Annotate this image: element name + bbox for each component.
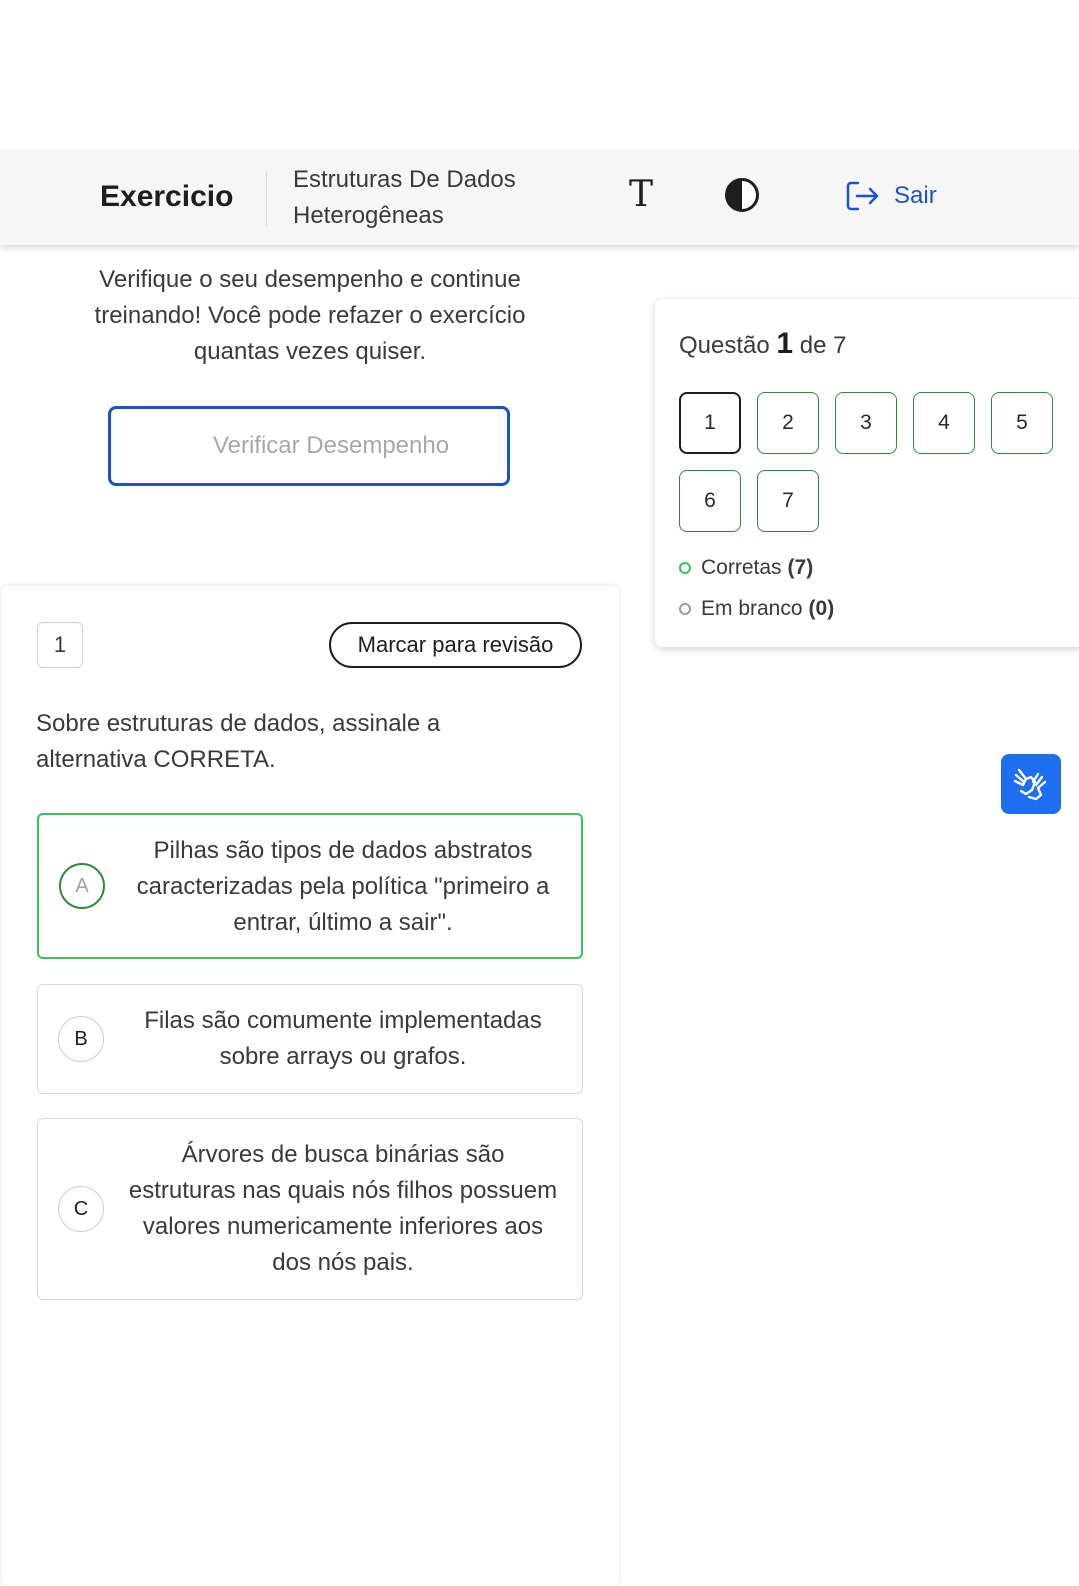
course-title-line1: Estruturas De Dados	[293, 166, 516, 193]
contrast-icon	[724, 177, 760, 213]
navigator-current: 1	[776, 327, 794, 360]
option-b[interactable]	[37, 984, 583, 1094]
navigator-total: 7	[833, 332, 847, 359]
logout-icon	[846, 180, 880, 212]
question-nav-button-6[interactable]: 6	[679, 470, 741, 532]
sign-language-icon	[1011, 764, 1051, 804]
question-text: Sobre estruturas de dados, assinale a alternativa CORRETA.	[36, 710, 441, 773]
verify-performance-button[interactable]	[108, 406, 510, 486]
verify-performance-label: Verificar Desempenho	[212, 432, 450, 459]
question-card	[2, 586, 619, 1586]
navigator-prefix: Questão	[679, 332, 770, 359]
navigator-title	[679, 327, 847, 361]
option-a-text: Pilhas são tipos de dados abstratos caracterizadas pela política "primeiro a entrar, último a sair".	[136, 837, 550, 936]
brand-title: Exercicio	[100, 180, 234, 213]
intro-text: Verifique o seu desempenho e continue treinando! Você pode refazer o exercício quantas vezes quiser.	[94, 266, 526, 365]
question-nav-button-3[interactable]: 3	[835, 392, 897, 454]
exit-label: Sair	[894, 182, 937, 209]
option-b-text: Filas são comumente implementadas sobre arrays ou grafos.	[144, 1007, 542, 1070]
option-a[interactable]	[37, 813, 583, 959]
question-navigator	[655, 299, 1079, 647]
option-c-text: Árvores de busca binárias são estruturas nas quais nós filhos possuem valores numericamente inferiores aos dos nós pais.	[128, 1141, 558, 1276]
legend-blank-label: Em branco	[701, 597, 803, 620]
option-c[interactable]	[37, 1118, 583, 1300]
mark-for-review-button[interactable]: Marcar para revisão	[329, 622, 582, 668]
legend-blank-dot	[679, 603, 691, 615]
question-nav-button-1[interactable]: 1	[679, 392, 741, 454]
legend-correct-count: (7)	[787, 556, 814, 579]
legend-blank-count: (0)	[808, 597, 835, 620]
legend-correct	[679, 556, 813, 580]
option-c-letter: C	[58, 1186, 104, 1232]
legend-correct-label: Corretas	[701, 556, 782, 579]
header-divider	[266, 172, 267, 226]
course-title-line2: Heterogêneas	[293, 202, 444, 229]
question-nav-button-7[interactable]: 7	[757, 470, 819, 532]
option-b-letter: B	[58, 1016, 104, 1062]
legend-correct-dot	[679, 562, 691, 574]
course-title	[293, 162, 593, 234]
legend-blank	[679, 597, 834, 621]
question-number-badge: 1	[37, 622, 83, 668]
top-bar	[0, 150, 1079, 245]
font-size-button[interactable]: T	[628, 174, 653, 215]
question-nav-button-5[interactable]: 5	[991, 392, 1053, 454]
question-nav-button-2[interactable]: 2	[757, 392, 819, 454]
option-a-letter: A	[59, 863, 105, 909]
exit-button[interactable]	[846, 178, 937, 214]
contrast-button[interactable]	[724, 177, 760, 213]
sign-language-button[interactable]	[1001, 754, 1061, 814]
navigator-separator: de	[799, 332, 827, 359]
question-nav-button-4[interactable]: 4	[913, 392, 975, 454]
